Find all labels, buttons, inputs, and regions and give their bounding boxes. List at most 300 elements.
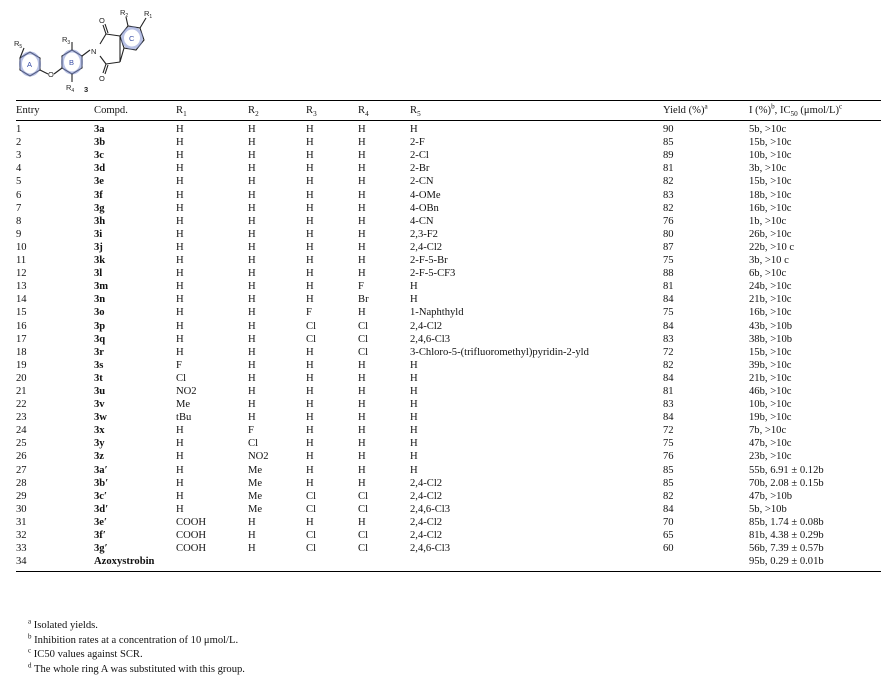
footnote-text: IC50 values against SCR. <box>33 649 143 661</box>
cell-yield: 85 <box>663 137 674 149</box>
cell-r2: H <box>248 543 256 555</box>
cell-r5: 2,4,6-Cl3 <box>410 333 451 345</box>
cell-r3: H <box>306 268 314 280</box>
cell-r4: H <box>358 385 366 397</box>
cell-r3: Cl <box>306 543 317 555</box>
cell-r3: H <box>306 163 314 175</box>
cell-activity: 26b, >10c <box>749 228 792 240</box>
cell-r5: 2,4-Cl2 <box>410 490 443 502</box>
col-r3: $R_3$ <box>306 101 358 121</box>
cell-yield: 83 <box>663 333 674 345</box>
cell-r4: H <box>358 241 366 253</box>
cell-activity: 23b, >10c <box>749 451 792 463</box>
footnote-mark: c <box>28 646 32 655</box>
cell-r1: NO2 <box>176 385 197 397</box>
footnote <box>28 648 245 663</box>
cell-activity: 15b, >10c <box>749 346 792 358</box>
footnote-text: The whole ring A was substituted with this group. <box>33 663 245 675</box>
cell-r1: H <box>176 425 184 437</box>
cell-yield: 70 <box>663 516 674 528</box>
cell-activity: 10b, >10c <box>749 399 792 411</box>
col-activity: I (%)$^b$, $IC_{50}$ $(\mu mol/L)^c$ <box>749 101 881 121</box>
cell-r2: H <box>248 385 256 397</box>
cell-yield: 84 <box>663 412 674 424</box>
cell-compd: 3a <box>94 124 105 136</box>
table-row <box>16 306 881 319</box>
cell-compd: 3f′ <box>94 530 106 541</box>
cell-r3: Cl <box>306 490 317 502</box>
cell-r4: H <box>358 359 366 371</box>
cell-yield: 85 <box>663 464 674 476</box>
cell-r3: Cl <box>306 320 317 332</box>
ring-c-label: C <box>129 34 135 43</box>
cell-yield: 82 <box>663 490 674 502</box>
cell-entry: 24 <box>16 425 27 437</box>
cell-r1 <box>176 555 248 572</box>
cell-r3: H <box>306 215 314 227</box>
cell-entry: 33 <box>16 543 27 555</box>
cell-r2: H <box>248 359 256 371</box>
cell-entry: 11 <box>16 255 27 267</box>
cell-activity: 10b, >10c <box>749 150 792 162</box>
cell-r1: H <box>176 490 184 502</box>
cell-entry: 29 <box>16 490 27 502</box>
cell-activity: 39b, >10c <box>749 359 792 371</box>
cell-r2: Me <box>248 503 263 515</box>
cell-r1: H <box>176 320 184 332</box>
cell-entry: 8 <box>16 215 22 227</box>
cell-compd: 3d′ <box>94 503 109 515</box>
cell-r2: H <box>248 399 256 411</box>
cell-r5: 2,3-F2 <box>410 228 438 240</box>
cell-compd: 3c′ <box>94 490 107 502</box>
cell-yield: 76 <box>663 451 674 463</box>
col-r2: $R_2$ <box>248 101 306 121</box>
cell-entry: 13 <box>16 281 27 293</box>
footnotes <box>28 619 245 677</box>
cell-r3 <box>306 555 358 572</box>
cell-compd: 3e <box>94 176 104 188</box>
cell-yield: 81 <box>663 385 674 397</box>
cell-yield: 85 <box>663 477 674 489</box>
cell-compd: 3w <box>94 412 107 424</box>
cell-r3: H <box>306 385 314 397</box>
cell-r3: H <box>306 294 314 306</box>
cell-r2: H <box>248 215 256 227</box>
cell-r4: H <box>358 163 366 175</box>
cell-entry: 7 <box>16 202 22 214</box>
cell-activity: 1b, >10c <box>749 215 787 227</box>
cell-entry: 4 <box>16 163 22 175</box>
table-row <box>16 359 881 372</box>
cell-r4: Br <box>358 294 369 306</box>
cell-r3: H <box>306 359 314 371</box>
cell-compd: 3t <box>94 372 103 384</box>
cell-r1: H <box>176 255 184 267</box>
cell-entry: 25 <box>16 438 27 450</box>
cell-entry: 17 <box>16 333 27 345</box>
cell-r1: H <box>176 268 184 280</box>
cell-r2: Me <box>248 464 263 476</box>
cell-yield: 72 <box>663 346 674 358</box>
cell-r1: H <box>176 346 184 358</box>
cell-r5: H <box>410 412 418 424</box>
cell-yield: 80 <box>663 228 674 240</box>
cell-r5: 2-Br <box>410 163 430 175</box>
cell-r4: H <box>358 268 366 280</box>
cell-r4: H <box>358 176 366 188</box>
cell-compd: 3r <box>94 346 104 358</box>
cell-activity: 47b, >10c <box>749 438 792 450</box>
cell-r5: 2,4-Cl2 <box>410 320 443 332</box>
cell-r3: H <box>306 451 314 463</box>
results-table <box>16 100 881 572</box>
cell-r4: Cl <box>358 320 369 332</box>
cell-r1: Cl <box>176 372 187 384</box>
cell-yield: 60 <box>663 543 674 555</box>
table-row <box>16 241 881 254</box>
cell-r5: 2-F-5-CF3 <box>410 268 456 280</box>
col-r4: $R_4$ <box>358 101 410 121</box>
cell-r3: H <box>306 516 314 528</box>
cell-entry: 30 <box>16 503 27 515</box>
cell-activity: 85b, 1.74 ± 0.08b <box>749 516 824 528</box>
cell-r2: H <box>248 163 256 175</box>
cell-r1: H <box>176 438 184 450</box>
footnote <box>28 619 245 634</box>
cell-entry: 22 <box>16 399 27 411</box>
table-row <box>16 228 881 241</box>
cell-r4: Cl <box>358 503 369 515</box>
cell-r2: H <box>248 137 256 149</box>
cell-compd: 3y <box>94 438 105 450</box>
cell-r3: H <box>306 255 314 267</box>
table-row <box>16 424 881 437</box>
cell-entry: 32 <box>16 530 27 541</box>
cell-yield: 75 <box>663 438 674 450</box>
cell-r1: H <box>176 228 184 240</box>
cell-activity: 18b, >10c <box>749 189 792 201</box>
cell-r1: H <box>176 241 184 253</box>
cell-r1: H <box>176 281 184 293</box>
cell-compd: 3k <box>94 255 106 267</box>
cell-entry: 18 <box>16 346 27 358</box>
cell-activity: 22b, >10 c <box>749 241 795 253</box>
cell-yield: 82 <box>663 202 674 214</box>
table-row <box>16 490 881 503</box>
cell-r5: H <box>410 124 418 136</box>
cell-yield: 75 <box>663 255 674 267</box>
cell-activity: 70b, 2.08 ± 0.15b <box>749 477 824 489</box>
cell-r3: H <box>306 425 314 437</box>
general-structure-drawing <box>10 4 170 96</box>
col-entry: Entry <box>16 101 94 121</box>
cell-r4: Cl <box>358 490 369 502</box>
table-row <box>16 477 881 490</box>
cell-r3: H <box>306 189 314 201</box>
cell-r1: COOH <box>176 516 207 528</box>
carbonyl-oxygen-top: O <box>99 16 105 25</box>
cell-r1: H <box>176 333 184 345</box>
cell-compd: 3d <box>94 163 106 175</box>
cell-activity: 47b, >10b <box>749 490 793 502</box>
cell-activity: 5b, >10c <box>749 124 787 136</box>
cell-entry: 10 <box>16 241 27 253</box>
table-row <box>16 202 881 215</box>
cell-compd: 3p <box>94 320 106 332</box>
col-yield: Yield (%)$^a$ <box>663 101 749 121</box>
cell-r2: H <box>248 202 256 214</box>
cell-r3: H <box>306 477 314 489</box>
cell-r4: H <box>358 516 366 528</box>
cell-r1: H <box>176 150 184 162</box>
cell-r5: 2-Cl <box>410 150 429 162</box>
cell-yield: 72 <box>663 425 674 437</box>
cell-compd: 3f <box>94 189 103 201</box>
cell-compd: 3b <box>94 137 106 149</box>
cell-r2: H <box>248 150 256 162</box>
footnote-mark: d <box>28 661 32 670</box>
cell-entry: 27 <box>16 464 27 476</box>
cell-activity: 46b, >10c <box>749 385 792 397</box>
cell-yield: 87 <box>663 241 674 253</box>
nitrogen-label: N <box>91 47 97 56</box>
cell-compd: 3l <box>94 268 103 280</box>
cell-r3: H <box>306 137 314 149</box>
cell-r1: H <box>176 189 184 201</box>
cell-r5: 1-Naphthyld <box>410 307 464 319</box>
table-row <box>16 411 881 424</box>
cell-entry: 12 <box>16 268 27 280</box>
table-row <box>16 346 881 359</box>
cell-compd: 3v <box>94 399 105 411</box>
cell-r4: H <box>358 150 366 162</box>
cell-r3: H <box>306 412 314 424</box>
cell-r5: 2-F-5-Br <box>410 255 448 267</box>
cell-r2: H <box>248 333 256 345</box>
cell-r2: Me <box>248 477 263 489</box>
cell-compd: 3n <box>94 294 106 306</box>
table-row <box>16 398 881 411</box>
cell-r1: H <box>176 307 184 319</box>
cell-yield: 82 <box>663 176 674 188</box>
cell-r1: H <box>176 163 184 175</box>
cell-activity: 24b, >10c <box>749 281 792 293</box>
cell-activity: 81b, 4.38 ± 0.29b <box>749 530 824 541</box>
cell-r4: Cl <box>358 530 369 541</box>
table-row <box>16 175 881 188</box>
cell-activity: 16b, >10c <box>749 307 792 319</box>
table-row <box>16 464 881 477</box>
compound-number: 3 <box>84 85 89 94</box>
table-row <box>16 121 881 137</box>
cell-compd: 3u <box>94 385 106 397</box>
cell-activity: 21b, >10c <box>749 294 792 306</box>
cell-r5: 2,4,6-Cl3 <box>410 503 451 515</box>
cell-yield: 76 <box>663 215 674 227</box>
cell-r3: F <box>306 307 312 319</box>
cell-activity: 38b, >10b <box>749 333 793 345</box>
table-row <box>16 385 881 398</box>
cell-r2: H <box>248 294 256 306</box>
cell-compd: 3h <box>94 215 106 227</box>
cell-r5: H <box>410 294 418 306</box>
cell-r1: H <box>176 477 184 489</box>
cell-yield <box>663 555 749 572</box>
table-header <box>16 101 881 121</box>
cell-r3: H <box>306 150 314 162</box>
cell-r4: H <box>358 464 366 476</box>
cell-yield: 81 <box>663 163 674 175</box>
cell-r4: H <box>358 137 366 149</box>
cell-yield: 65 <box>663 530 674 541</box>
cell-entry: 21 <box>16 385 27 397</box>
cell-entry: 20 <box>16 372 27 384</box>
cell-r4: H <box>358 412 366 424</box>
r1-label: $R_1$ <box>144 9 153 20</box>
cell-compd: 3q <box>94 333 106 345</box>
cell-activity: 56b, 7.39 ± 0.57b <box>749 543 824 555</box>
cell-activity: 21b, >10c <box>749 372 792 384</box>
table-row <box>16 529 881 542</box>
cell-compd: 3j <box>94 241 103 253</box>
cell-r4: F <box>358 281 364 293</box>
col-r1: $R_1$ <box>176 101 248 121</box>
table-row <box>16 542 881 555</box>
cell-r4: H <box>358 399 366 411</box>
cell-entry: 23 <box>16 412 27 424</box>
cell-r3: H <box>306 241 314 253</box>
cell-r5: H <box>410 359 418 371</box>
cell-r4: Cl <box>358 333 369 345</box>
cell-r3: H <box>306 124 314 136</box>
cell-r4: H <box>358 189 366 201</box>
cell-r5: 3-Chloro-5-(trifluoromethyl)pyridin-2-yld <box>410 346 589 358</box>
oxygen-bridge-label: O <box>48 70 54 79</box>
ring-a-label: A <box>27 60 33 69</box>
cell-r2: NO2 <box>248 451 269 463</box>
footnote-mark: b <box>28 632 32 641</box>
r3-label: $R_3$ <box>62 35 71 46</box>
table-row <box>16 293 881 306</box>
cell-yield: 84 <box>663 294 674 306</box>
cell-r3: H <box>306 438 314 450</box>
cell-r1: Me <box>176 399 191 411</box>
cell-compd: 3e′ <box>94 516 107 528</box>
cell-yield: 89 <box>663 150 674 162</box>
cell-r5: 2-F <box>410 137 425 149</box>
footnote-mark: a <box>28 617 32 626</box>
cell-r4: H <box>358 438 366 450</box>
cell-entry: 26 <box>16 451 27 463</box>
cell-r2: H <box>248 241 256 253</box>
r4-label: $R_4$ <box>66 83 75 94</box>
cell-r3: Cl <box>306 503 317 515</box>
cell-r4: H <box>358 477 366 489</box>
cell-entry: 3 <box>16 150 22 162</box>
cell-compd: 3g <box>94 202 105 214</box>
cell-r5: H <box>410 385 418 397</box>
cell-r4 <box>358 555 410 572</box>
table-row <box>16 254 881 267</box>
cell-r4: H <box>358 451 366 463</box>
cell-r5: H <box>410 281 418 293</box>
cell-r4: H <box>358 255 366 267</box>
cell-r1: H <box>176 294 184 306</box>
cell-r2 <box>248 555 306 572</box>
table-row <box>16 267 881 280</box>
cell-r5: 2,4-Cl2 <box>410 477 443 489</box>
cell-entry: 19 <box>16 359 27 371</box>
cell-r2: H <box>248 530 256 541</box>
cell-r3: H <box>306 464 314 476</box>
cell-entry: 34 <box>16 555 94 572</box>
cell-r2: H <box>248 176 256 188</box>
cell-compd: 3g′ <box>94 543 108 555</box>
table-body <box>16 121 881 572</box>
cell-r1: H <box>176 503 184 515</box>
table-row <box>16 372 881 385</box>
cell-r4: H <box>358 124 366 136</box>
cell-r5: 4-OBn <box>410 202 439 214</box>
cell-r5: H <box>410 425 418 437</box>
cell-r1: H <box>176 202 184 214</box>
cell-entry: 5 <box>16 176 22 188</box>
cell-r3: Cl <box>306 333 317 345</box>
cell-r2: Me <box>248 490 263 502</box>
table-row <box>16 333 881 346</box>
cell-r4: H <box>358 228 366 240</box>
cell-r4: H <box>358 372 366 384</box>
cell-r1: COOH <box>176 530 207 541</box>
cell-entry: 31 <box>16 516 27 528</box>
cell-yield: 83 <box>663 399 674 411</box>
ring-b-label: B <box>69 58 75 67</box>
cell-entry: 16 <box>16 320 27 332</box>
cell-r1: H <box>176 176 184 188</box>
cell-activity: 95b, 0.29 ± 0.01b <box>749 555 881 572</box>
table-row <box>16 215 881 228</box>
cell-r2: H <box>248 320 256 332</box>
cell-r2: H <box>248 281 256 293</box>
cell-r4: Cl <box>358 346 369 358</box>
cell-compd: 3x <box>94 425 105 437</box>
col-r5: $R_5$ <box>410 101 663 121</box>
cell-r5: H <box>410 372 418 384</box>
cell-activity: 15b, >10c <box>749 176 792 188</box>
table-row <box>16 516 881 529</box>
cell-entry: 28 <box>16 477 27 489</box>
cell-yield: 84 <box>663 503 674 515</box>
table-row <box>16 149 881 162</box>
cell-r4: H <box>358 215 366 227</box>
table-row <box>16 437 881 450</box>
cell-r5: 2,4,6-Cl3 <box>410 543 451 555</box>
cell-r3: Cl <box>306 530 317 541</box>
cell-r5 <box>410 555 663 572</box>
table-row <box>16 320 881 333</box>
cell-activity: 6b, >10c <box>749 268 787 280</box>
cell-activity: 19b, >10c <box>749 412 792 424</box>
table-row <box>16 162 881 175</box>
cell-r5: 2-CN <box>410 176 434 188</box>
cell-compd: 3z <box>94 451 104 463</box>
cell-yield: 90 <box>663 124 674 136</box>
cell-r1: H <box>176 451 184 463</box>
cell-r2: H <box>248 372 256 384</box>
cell-r3: H <box>306 399 314 411</box>
cell-r4: H <box>358 202 366 214</box>
